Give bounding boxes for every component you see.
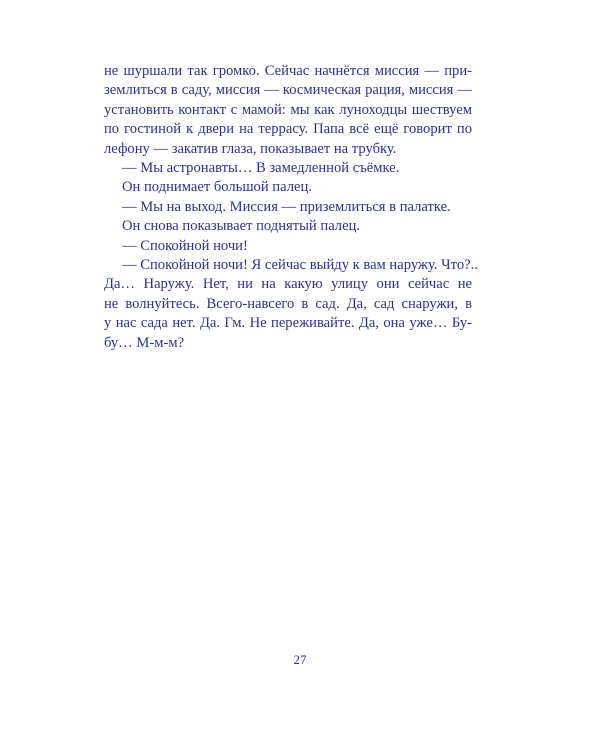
text-line: не шуршали так громко. Сейчас начнётся миссия — при- xyxy=(104,63,472,79)
text-line: по гостиной к двери на террасу. Папа всё ещё говорит по xyxy=(104,121,472,138)
text-line: лефону — закатив глаза, показывает на трубку. xyxy=(104,140,397,157)
dialogue-line: — Мы на выход. Миссия — приземлиться в палатке. xyxy=(122,198,451,215)
dialogue-line: — Мы астронавты… В замедленной съёмке. xyxy=(122,159,400,176)
text-line: бу… М-м-м? xyxy=(104,334,185,351)
dialogue-line: — Спокойной ночи! Я сейчас выйду к вам наружу. Что?.. xyxy=(122,257,478,273)
page-number: 27 xyxy=(293,652,307,667)
text-line: Он снова показывает поднятый палец. xyxy=(122,218,361,235)
text-line: землиться в саду, миссия — космическая рация, миссия — xyxy=(104,82,472,99)
dialogue-line: — Спокойной ночи! xyxy=(122,237,248,254)
text-line: Да… Наружу. Нет, ни на какую улицу они сейчас не xyxy=(104,276,472,293)
body-text xyxy=(104,62,478,353)
text-line: установить контакт с мамой: мы как луноходцы шествуем xyxy=(104,101,472,118)
text-line: Он поднимает большой палец. xyxy=(122,179,312,196)
text-line: у нас сада нет. Да. Гм. Не переживайте. Да, она уже… Бу- xyxy=(104,315,472,332)
text-line: не волнуйтесь. Всего-навсего в сад. Да, сад снаружи, в xyxy=(104,295,472,312)
